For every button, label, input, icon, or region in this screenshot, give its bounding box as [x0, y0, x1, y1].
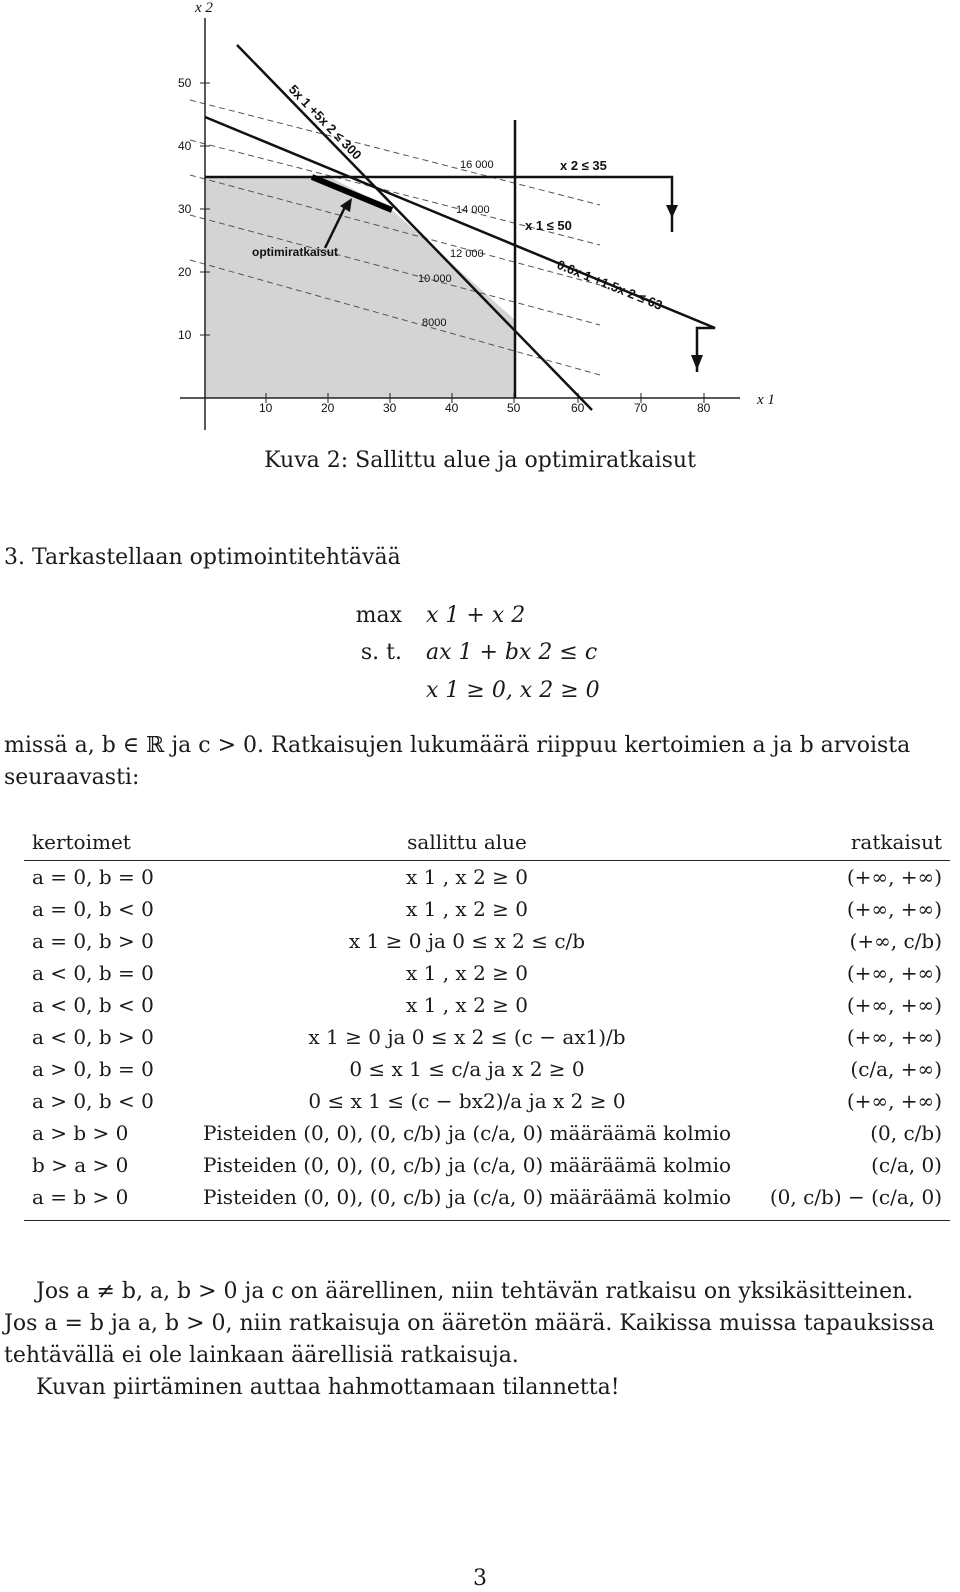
table-row — [24, 989, 950, 1021]
cell-region: x 1 ≥ 0 ja 0 ≤ x 2 ≤ c/b — [348, 929, 586, 953]
x-tick-80: 80 — [697, 401, 711, 415]
y-tick-20: 20 — [178, 265, 192, 279]
table-row — [24, 1053, 950, 1085]
x-tick-10: 10 — [259, 401, 273, 415]
cell-coefficients: a = b > 0 — [24, 1181, 190, 1221]
header-coefficients: kertoimet — [24, 830, 190, 861]
cell-solutions: (+∞, +∞) — [846, 1025, 942, 1049]
problem-key: max — [355, 603, 402, 628]
intro-paragraph: missä a, b ∈ ℝ ja c > 0. Ratkaisujen lukumäärä riippuu kertoimien a ja b arvoista seuraavasti: — [4, 733, 911, 790]
y-tick-50: 50 — [178, 76, 192, 90]
cell-solutions: (c/a, +∞) — [850, 1057, 942, 1081]
label-optimum: optimiratkaisut — [252, 245, 339, 259]
cell-coefficients: a > 0, b = 0 — [32, 1057, 154, 1081]
x-tick-70: 70 — [634, 401, 648, 415]
iso-label-14000: 14 000 — [456, 204, 490, 216]
cell-solutions: (0, c/b) − (c/a, 0) — [744, 1181, 950, 1221]
table-row — [24, 1021, 950, 1053]
table-header-row — [24, 830, 950, 861]
iso-label-8000: 8000 — [422, 317, 447, 329]
cell-solutions: (+∞, +∞) — [846, 865, 942, 889]
cell-region: x 1 , x 2 ≥ 0 — [406, 865, 528, 889]
cell-region: 0 ≤ x 1 ≤ (c − bx2)/a ja x 2 ≥ 0 — [308, 1089, 626, 1113]
cell-coefficients: a < 0, b = 0 — [32, 961, 154, 985]
cell-region: 0 ≤ x 1 ≤ c/a ja x 2 ≥ 0 — [349, 1057, 585, 1081]
cell-coefficients: a < 0, b > 0 — [32, 1025, 154, 1049]
cell-region: x 1 , x 2 ≥ 0 — [406, 961, 528, 985]
problem-value: x 1 ≥ 0, x 2 ≥ 0 — [426, 678, 600, 703]
cell-coefficients: a = 0, b = 0 — [32, 865, 154, 889]
cell-solutions: (+∞, +∞) — [846, 1089, 942, 1113]
x-tick-50: 50 — [507, 401, 521, 415]
cell-region: Pisteiden (0, 0), (0, c/b) ja (c/a, 0) määräämä kolmio — [202, 1153, 732, 1177]
cell-solutions: (c/a, 0) — [871, 1153, 942, 1177]
label-constraint-2: x 2 ≤ 35 — [560, 158, 607, 173]
cell-coefficients: b > a > 0 — [32, 1153, 129, 1177]
x-tick-40: 40 — [445, 401, 459, 415]
x-tick-30: 30 — [383, 401, 397, 415]
iso-label-10000: 10 000 — [418, 273, 452, 285]
cell-solutions: (+∞, c/b) — [849, 929, 942, 953]
y-tick-40: 40 — [178, 139, 192, 153]
table-row — [24, 1149, 950, 1181]
cell-solutions: (+∞, +∞) — [846, 961, 942, 985]
closing-paragraph: Kuvan piirtäminen auttaa hahmottamaan tilannetta! — [36, 1375, 620, 1400]
cases-table — [24, 830, 950, 1221]
cell-region: x 1 ≥ 0 ja 0 ≤ x 2 ≤ (c − ax1)/b — [308, 1025, 626, 1049]
cell-region: x 1 , x 2 ≥ 0 — [406, 993, 528, 1017]
table-row — [24, 957, 950, 989]
cell-solutions: (0, c/b) — [870, 1121, 942, 1145]
table-row — [24, 925, 950, 957]
x-tick-60: 60 — [571, 401, 585, 415]
problem-key: s. t. — [360, 640, 402, 665]
y-tick-10: 10 — [178, 328, 192, 342]
x-tick-20: 20 — [321, 401, 335, 415]
feasible-region-figure — [0, 0, 960, 440]
label-constraint-3: x 1 ≤ 50 — [525, 218, 572, 233]
cell-region: Pisteiden (0, 0), (0, c/b) ja (c/a, 0) määräämä kolmio — [190, 1181, 744, 1221]
y-tick-30: 30 — [178, 202, 192, 216]
table-row — [24, 861, 950, 894]
cell-solutions: (+∞, +∞) — [846, 993, 942, 1017]
closing-paragraph: Jos a ≠ b, a, b > 0 ja c on äärellinen, niin tehtävän ratkaisu on yksikäsitteinen. Jos a = b ja a, b > 0, niin ratkaisuja on ääretön määrä. Kaikissa muissa tapauksissa tehtävällä ei ole lainkaan äärellisiä ratkaisuja. — [4, 1279, 935, 1368]
table-row — [24, 1085, 950, 1117]
cell-coefficients: a = 0, b > 0 — [32, 929, 154, 953]
label-constraint-4: 0.6x 1 +1.5x 2 ≤ 63 — [554, 256, 665, 313]
table-row — [24, 893, 950, 925]
cell-coefficients: a > 0, b < 0 — [32, 1089, 154, 1113]
cell-region: Pisteiden (0, 0), (0, c/b) ja (c/a, 0) määräämä kolmio — [202, 1121, 732, 1145]
label-constraint-1: 5x 1 +5x 2 ≤ 300 — [285, 81, 365, 163]
cell-solutions: (+∞, +∞) — [846, 897, 942, 921]
header-solutions: ratkaisut — [744, 830, 950, 861]
y-axis-label: x 2 — [195, 0, 213, 16]
closing-paragraphs — [4, 1276, 952, 1404]
cell-coefficients: a = 0, b < 0 — [32, 897, 154, 921]
cell-coefficients: a < 0, b < 0 — [32, 993, 154, 1017]
page-number: 3 — [473, 1566, 487, 1591]
iso-label-16000: 16 000 — [460, 159, 494, 171]
figure-caption: Kuva 2: Sallittu alue ja optimiratkaisut — [264, 448, 696, 473]
cell-region: x 1 , x 2 ≥ 0 — [406, 897, 528, 921]
header-feasible-region: sallittu alue — [190, 830, 744, 861]
section-heading: 3. Tarkastellaan optimointitehtävää — [4, 545, 401, 570]
cell-coefficients: a > b > 0 — [32, 1121, 129, 1145]
table-row — [24, 1181, 950, 1221]
table-row — [24, 1117, 950, 1149]
iso-label-12000: 12 000 — [450, 248, 484, 260]
problem-value: x 1 + x 2 — [426, 603, 526, 628]
problem-value: ax 1 + bx 2 ≤ c — [426, 640, 598, 665]
x-axis-label: x 1 — [757, 392, 775, 408]
